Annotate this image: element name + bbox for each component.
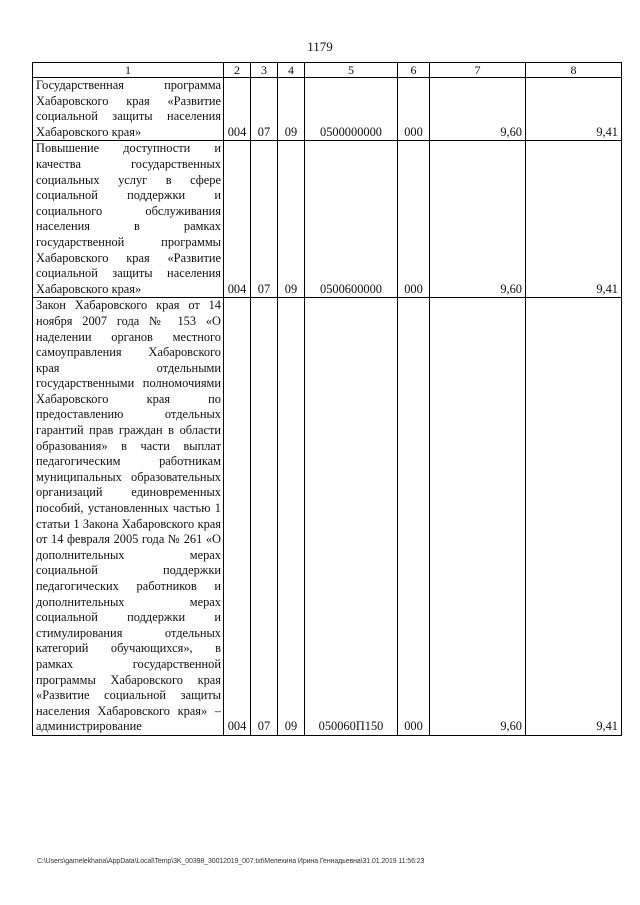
cell-section: 07: [251, 141, 278, 298]
column-header-7: 7: [430, 63, 526, 78]
row-name: Закон Хабаровского края от 14 ноября 2007 года № 153 «О наделении органов местного самоуправления Хабаровского края отдельными государственными полномочиями Хабаровского края по предоставлению отдельных гарантий прав граждан в области образования» в части выплат педагогическим работникам муниципальных образовательных организаций единовременных пособий, установленных частью 1 статьи 1 Закона Хабаровского края от 14 февраля 2005 года № 261 «О дополнительных мерах социальной поддержки педагогических работников и дополнительных мерах социальной поддержки и стимулирования отдельных категорий обучающихся», в рамках государственной программы Хабаровского края «Развитие социальной защиты населения Хабаровского края» – администрирование: [33, 298, 224, 736]
table-row: [33, 298, 622, 736]
cell-target-item: 0500600000: [305, 141, 398, 298]
budget-table: [32, 62, 622, 736]
file-path-footer: C:\Users\gamelekhana\AppData\Local\Temp\3K_00398_30012019_007.txt\Мелехина Ирина Геннадьевна\31.01.2019 11:56:23: [37, 858, 425, 865]
column-header-4: 4: [278, 63, 305, 78]
cell-ministry-code: 004: [224, 141, 251, 298]
table-row: [33, 141, 622, 298]
page-number: 1179: [307, 39, 333, 54]
column-header-2: 2: [224, 63, 251, 78]
cell-target-item: 050060П150: [305, 298, 398, 736]
column-header-5: 5: [305, 63, 398, 78]
row-name: Повышение доступности и качества государственных социальных услуг в сфере социальной поддержки и социального обслуживания населения в рамках государственной программы Хабаровского края «Развитие социальной защиты населения Хабаровского края»: [33, 141, 224, 298]
cell-section: 07: [251, 298, 278, 736]
cell-expense-type: 000: [398, 298, 430, 736]
column-header-1: 1: [33, 63, 224, 78]
cell-subsection: 09: [278, 298, 305, 736]
table-row: [33, 78, 622, 141]
column-header-6: 6: [398, 63, 430, 78]
cell-amount-1: 9,60: [430, 298, 526, 736]
header-row: [33, 63, 622, 78]
column-header-8: 8: [526, 63, 622, 78]
cell-amount-1: 9,60: [430, 141, 526, 298]
cell-ministry-code: 004: [224, 78, 251, 141]
cell-section: 07: [251, 78, 278, 141]
cell-expense-type: 000: [398, 78, 430, 141]
cell-ministry-code: 004: [224, 298, 251, 736]
cell-amount-2: 9,41: [526, 298, 622, 736]
cell-target-item: 0500000000: [305, 78, 398, 141]
column-header-3: 3: [251, 63, 278, 78]
cell-amount-2: 9,41: [526, 78, 622, 141]
row-name: Государственная программа Хабаровского края «Развитие социальной защиты населения Хабаровского края»: [33, 78, 224, 141]
cell-expense-type: 000: [398, 141, 430, 298]
cell-amount-1: 9,60: [430, 78, 526, 141]
cell-subsection: 09: [278, 78, 305, 141]
cell-amount-2: 9,41: [526, 141, 622, 298]
cell-subsection: 09: [278, 141, 305, 298]
